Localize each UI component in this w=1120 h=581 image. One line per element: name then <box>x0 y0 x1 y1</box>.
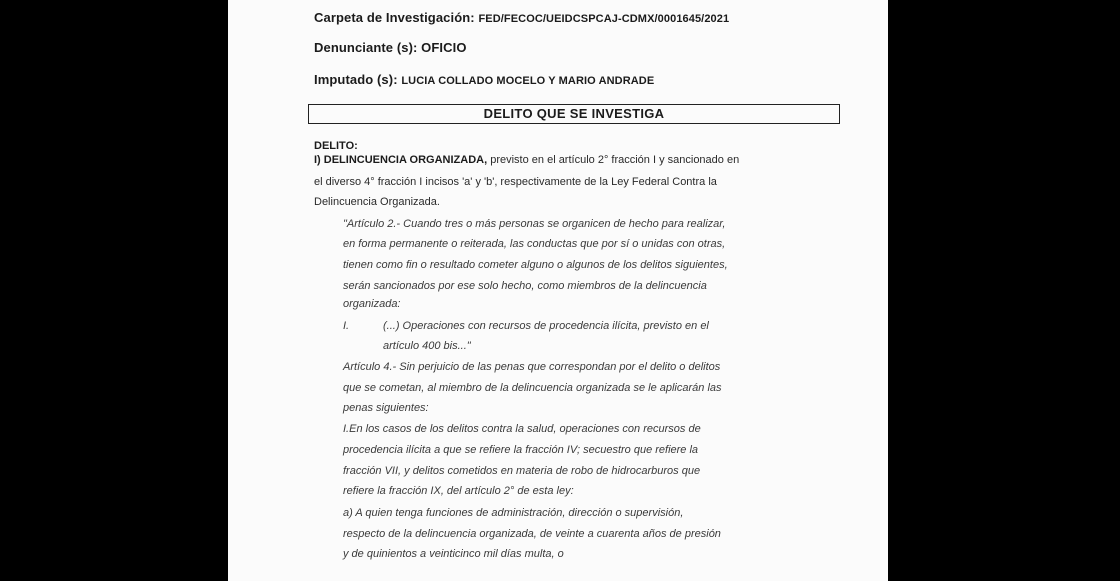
art4-i-line-3: fracción VII, y delitos cometidos en materia de robo de hidrocarburos que <box>343 465 701 477</box>
art4-a-line-3: y de quinientos a veinticinco mil días multa, o <box>343 548 564 560</box>
art4-line-1: Artículo 4.- Sin perjuicio de las penas que correspondan por el delito o delitos <box>343 361 721 373</box>
art2-line-4: serán sancionados por ese solo hecho, como miembros de la delincuencia <box>343 280 707 292</box>
art2-line-2: en forma permanente o reiterada, las conductas que por sí o unidas con otras, <box>343 238 726 250</box>
imputado-value: LUCIA COLLADO MOCELO Y MARIO ANDRADE <box>401 75 655 87</box>
denunciante-label: Denunciante (s): <box>314 40 418 55</box>
denunciante-row <box>314 40 467 55</box>
art4-i-line-2: procedencia ilícita a que se refiere la fracción IV; secuestro que refiere la <box>343 444 699 456</box>
imputado-row <box>314 72 654 87</box>
delito-heading: I) DELINCUENCIA ORGANIZADA, <box>314 154 488 166</box>
delito-line-3: Delincuencia Organizada. <box>314 196 440 208</box>
carpeta-row <box>314 10 729 25</box>
art4-a-line-1: a) A quien tenga funciones de administración, dirección o supervisión, <box>343 507 684 519</box>
delito-line-1-rest: previsto en el artículo 2° fracción I y sancionado en <box>487 154 740 166</box>
art2-item-number: I. <box>343 320 350 332</box>
carpeta-value: FED/FECOC/UEIDCSPCAJ-CDMX/0001645/2021 <box>478 13 730 25</box>
art2-line-3: tienen como fin o resultado cometer alguno o algunos de los delitos siguientes, <box>343 259 728 271</box>
section-title: DELITO QUE SE INVESTIGA <box>483 106 665 121</box>
art2-line-5: organizada: <box>343 298 401 310</box>
art4-line-2: que se cometan, al miembro de la delincuencia organizada se le aplicarán las <box>343 382 722 394</box>
art2-item-line-2: artículo 400 bis..." <box>383 340 471 352</box>
imputado-label: Imputado (s): <box>314 72 398 87</box>
art4-line-3: penas siguientes: <box>343 402 429 414</box>
carpeta-label: Carpeta de Investigación: <box>314 10 475 25</box>
document-page <box>228 0 888 581</box>
art4-i-line-1: I.En los casos de los delitos contra la salud, operaciones con recursos de <box>343 423 701 435</box>
art4-i-line-4: refiere la fracción IX, del artículo 2° de esta ley: <box>343 485 574 497</box>
delito-line-2: el diverso 4° fracción I incisos 'a' y 'b', respectivamente de la Ley Federal Contra la <box>314 176 717 188</box>
section-title-box <box>308 104 840 124</box>
denunciante-value: OFICIO <box>421 40 467 55</box>
art2-item-line-1: (...) Operaciones con recursos de procedencia ilícita, previsto en el <box>383 320 709 332</box>
art4-a-line-2: respecto de la delincuencia organizada, de veinte a cuarenta años de presión <box>343 528 721 540</box>
delito-line-1 <box>314 154 739 166</box>
delito-label: DELITO: <box>314 140 358 152</box>
art2-line-1: "Artículo 2.- Cuando tres o más personas se organicen de hecho para realizar, <box>343 218 726 230</box>
